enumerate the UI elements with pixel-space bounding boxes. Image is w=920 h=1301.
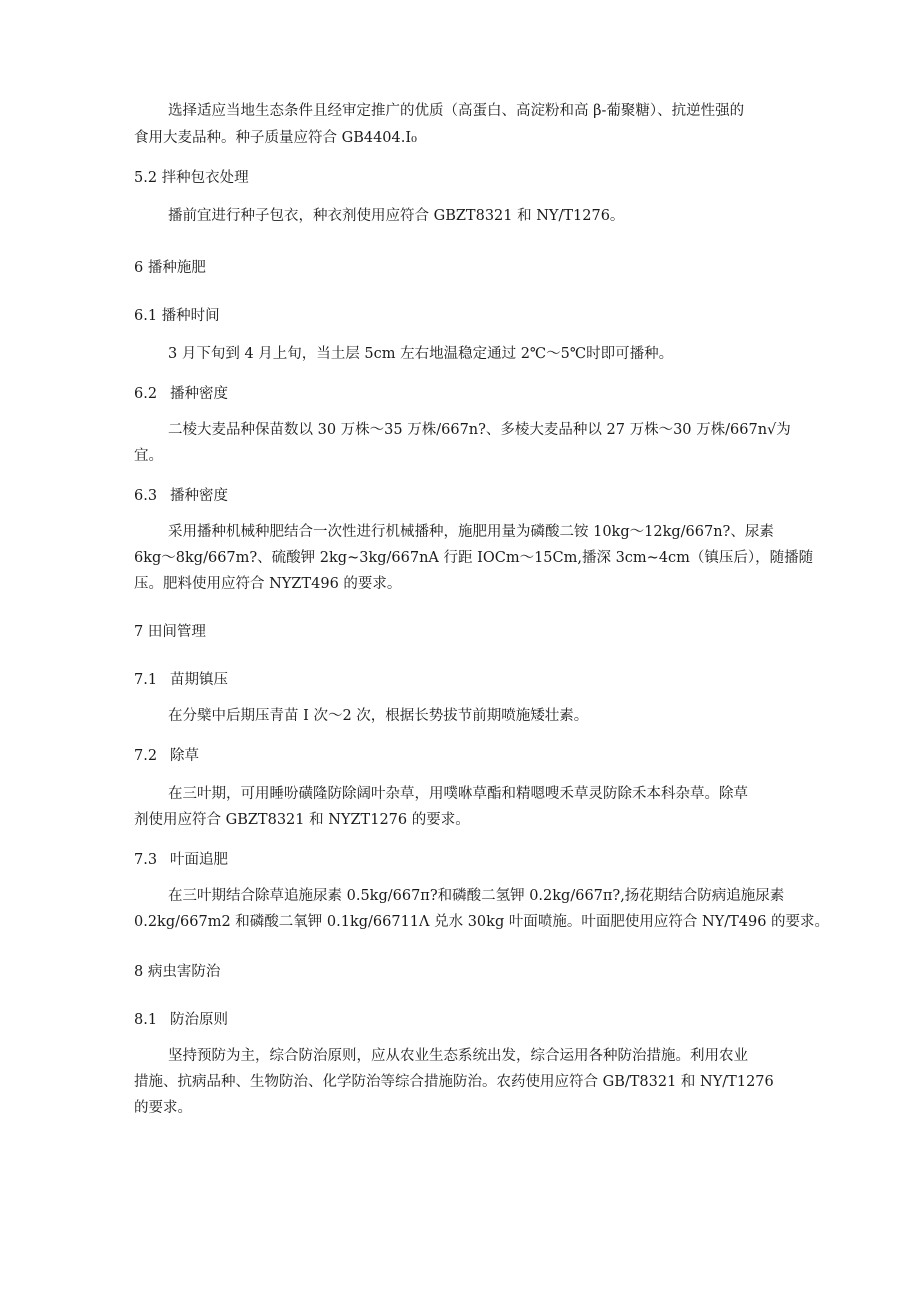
paragraph-fertilization-line-2: 6kg～8kg/667m?、硫酸钾 2kg~3kg/667nA 行距 IOCm～15Cm,播深 3cm~4cm（镇压后），随播随 bbox=[134, 550, 814, 566]
heading-7: 7 田间管理 bbox=[134, 624, 206, 640]
paragraph-seedling-rolling: 在分檗中后期压青苗 I 次～2 次，根据长势拔节前期喷施矮壮素。 bbox=[168, 708, 589, 724]
section-title: 苗期镇压 bbox=[170, 672, 228, 688]
section-title: 叶面追肥 bbox=[170, 852, 228, 868]
paragraph-fertilization-line-1: 采用播种机械种肥结合一次性进行机械播种，施肥用量为磷酸二铵 10kg～12kg/667n?、尿素 bbox=[168, 524, 774, 540]
paragraph-control-principle-line-2: 措施、抗病品种、生物防治、化学防治等综合措施防治。农药使用应符合 GB/T8321 和 NY/T1276 bbox=[134, 1074, 774, 1090]
heading-8: 8 病虫害防治 bbox=[134, 964, 221, 980]
section-title: 除草 bbox=[170, 748, 199, 764]
heading-8-1 bbox=[134, 1010, 228, 1030]
paragraph-fertilization-line-3: 压。肥料使用应符合 NYZT496 的要求。 bbox=[134, 576, 402, 592]
paragraph-control-principle-line-3: 的要求。 bbox=[134, 1100, 192, 1116]
heading-6-3 bbox=[134, 486, 228, 506]
paragraph-control-principle-line-1: 坚持预防为主，综合防治原则，应从农业生态系统出发，综合运用各种防治措施。利用农业 bbox=[168, 1048, 748, 1064]
paragraph-seed-coating: 播前宜进行种子包衣，种衣剂使用应符合 GBZT8321 和 NY/T1276。 bbox=[168, 208, 625, 224]
heading-5-2: 5.2 拌种包衣处理 bbox=[134, 170, 249, 186]
section-title: 播种密度 bbox=[170, 488, 228, 504]
paragraph-weeding-line-2: 剂使用应符合 GBZT8321 和 NYZT1276 的要求。 bbox=[134, 812, 470, 828]
section-number: 8.1 bbox=[134, 1012, 158, 1028]
paragraph-variety-selection-line-2: 食用大麦品种。种子质量应符合 GB4404.I₀ bbox=[134, 130, 417, 146]
paragraph-sowing-time: 3 月下旬到 4 月上旬，当土层 5cm 左右地温稳定通过 2℃～5℃时即可播种。 bbox=[168, 346, 674, 362]
section-number: 7.1 bbox=[134, 672, 158, 688]
heading-7-3 bbox=[134, 850, 228, 870]
section-title: 防治原则 bbox=[170, 1012, 228, 1028]
section-number: 7.3 bbox=[134, 852, 158, 868]
paragraph-seeding-density-line-2: 宜。 bbox=[134, 448, 163, 464]
heading-6: 6 播种施肥 bbox=[134, 260, 206, 276]
section-number: 6.3 bbox=[134, 488, 158, 504]
heading-6-1: 6.1 播种时间 bbox=[134, 308, 220, 324]
section-number: 7.2 bbox=[134, 748, 158, 764]
paragraph-variety-selection-line-1: 选择适应当地生态条件且经审定推广的优质（高蛋白、高淀粉和高 β-葡聚糖）、抗逆性强的 bbox=[168, 103, 745, 119]
paragraph-seeding-density-line-1: 二棱大麦品种保苗数以 30 万株～35 万株/667n?、多棱大麦品种以 27 万株～30 万株/667n√为 bbox=[168, 422, 791, 438]
paragraph-foliar-fertilizer-line-2: 0.2kg/667m2 和磷酸二氧钾 0.1kg/66711Λ 兑水 30kg 叶面喷施。叶面肥使用应符合 NY/T496 的要求。 bbox=[134, 914, 830, 930]
paragraph-foliar-fertilizer-line-1: 在三叶期结合除草追施尿素 0.5kg/667π?和磷酸二氢钾 0.2kg/667π?,扬花期结合防病追施尿素 bbox=[168, 888, 785, 904]
heading-7-2 bbox=[134, 746, 199, 766]
section-number: 6.2 bbox=[134, 386, 158, 402]
heading-6-2 bbox=[134, 384, 228, 404]
heading-7-1 bbox=[134, 670, 228, 690]
section-title: 播种密度 bbox=[170, 386, 228, 402]
paragraph-weeding-line-1: 在三叶期，可用睡吩磺隆防除阔叶杂草，用噗咻草酯和精嗯嗖禾草灵防除禾本科杂草。除草 bbox=[168, 786, 748, 802]
